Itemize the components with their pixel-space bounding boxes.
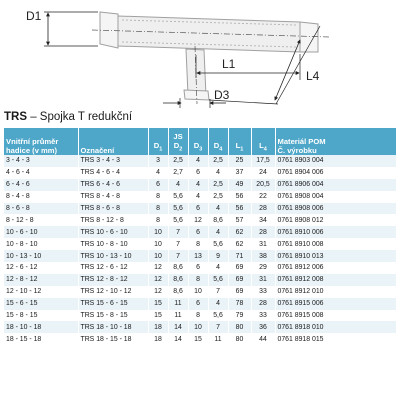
cell-designation: TRS 3 - 4 - 3 [78, 155, 148, 167]
cell-d3: 8 [188, 274, 208, 286]
cell-l4: 29 [251, 262, 275, 274]
table-body [4, 155, 396, 345]
header-hose-size: Vnitřní průměr hadice (v mm) [4, 128, 78, 155]
cell-d1: 10 [148, 250, 168, 262]
product-description: – Spojka T redukční [27, 111, 133, 123]
cell-l4: 34 [251, 214, 275, 226]
cell-designation: TRS 15 - 6 - 15 [78, 298, 148, 310]
t-connector-drawing [0, 0, 400, 108]
cell-article-number: 0761 8906 004 [275, 179, 396, 191]
cell-hose-size: 4 - 6 - 4 [4, 167, 78, 179]
table-row [4, 155, 396, 167]
cell-hose-size: 15 - 8 - 15 [4, 310, 78, 322]
cell-d2: 11 [168, 310, 188, 322]
cell-hose-size: 12 - 10 - 12 [4, 286, 78, 298]
cell-hose-size: 18 - 15 - 18 [4, 333, 78, 345]
cell-d2: 7 [168, 238, 188, 250]
cell-l4: 20,5 [251, 179, 275, 191]
cell-d1: 8 [148, 203, 168, 215]
cell-designation: TRS 18 - 10 - 18 [78, 321, 148, 333]
table-row [4, 321, 396, 333]
cell-d2: 14 [168, 333, 188, 345]
cell-hose-size: 10 - 13 - 10 [4, 250, 78, 262]
cell-d3: 6 [188, 203, 208, 215]
label-d3: D3 [214, 88, 230, 102]
cell-l1: 62 [228, 238, 251, 250]
cell-hose-size: 10 - 8 - 10 [4, 238, 78, 250]
cell-d1: 12 [148, 274, 168, 286]
header-designation: Označení [78, 128, 148, 155]
table-row [4, 310, 396, 322]
cell-d4: 2,5 [208, 155, 228, 167]
table-row [4, 203, 396, 215]
cell-designation: TRS 12 - 8 - 12 [78, 274, 148, 286]
cell-d2: 8,6 [168, 286, 188, 298]
header-js: JS [168, 128, 188, 141]
table-row [4, 238, 396, 250]
product-code: TRS [4, 111, 27, 123]
cell-l4: 22 [251, 191, 275, 203]
cell-l1: 69 [228, 286, 251, 298]
cell-l1: 79 [228, 310, 251, 322]
cell-l4: 28 [251, 203, 275, 215]
table-row [4, 167, 396, 179]
cell-d4: 5,6 [208, 310, 228, 322]
table-row [4, 262, 396, 274]
cell-article-number: 0761 8904 006 [275, 167, 396, 179]
specification-table [4, 128, 397, 345]
cell-article-number: 0761 8915 006 [275, 298, 396, 310]
cell-d2: 2,7 [168, 167, 188, 179]
cell-article-number: 0761 8903 004 [275, 155, 396, 167]
cell-d3: 6 [188, 226, 208, 238]
cell-hose-size: 15 - 6 - 15 [4, 298, 78, 310]
cell-l1: 56 [228, 203, 251, 215]
cell-article-number: 0761 8912 010 [275, 286, 396, 298]
cell-l1: 69 [228, 262, 251, 274]
cell-l4: 33 [251, 286, 275, 298]
cell-d4: 9 [208, 250, 228, 262]
table-row [4, 226, 396, 238]
table-row [4, 214, 396, 226]
cell-l1: 80 [228, 333, 251, 345]
table-row [4, 191, 396, 203]
cell-l4: 17,5 [251, 155, 275, 167]
cell-l4: 44 [251, 333, 275, 345]
cell-l1: 71 [228, 250, 251, 262]
cell-article-number: 0761 8912 006 [275, 262, 396, 274]
cell-d2: 11 [168, 298, 188, 310]
table-row [4, 250, 396, 262]
cell-l1: 80 [228, 321, 251, 333]
cell-designation: TRS 12 - 6 - 12 [78, 262, 148, 274]
cell-d1: 18 [148, 333, 168, 345]
cell-hose-size: 3 - 4 - 3 [4, 155, 78, 167]
table-row [4, 286, 396, 298]
cell-d4: 7 [208, 321, 228, 333]
cell-hose-size: 8 - 12 - 8 [4, 214, 78, 226]
cell-article-number: 0761 8915 008 [275, 310, 396, 322]
header-d1: $D_1$ [148, 141, 168, 155]
cell-l4: 24 [251, 167, 275, 179]
cell-l4: 31 [251, 238, 275, 250]
header-l1: $L_1$ [228, 141, 251, 155]
cell-article-number: 0761 8912 008 [275, 274, 396, 286]
header-l4: $L_4$ [251, 141, 275, 155]
cell-l1: 56 [228, 191, 251, 203]
cell-hose-size: 8 - 6 - 8 [4, 203, 78, 215]
cell-d2: 7 [168, 226, 188, 238]
cell-designation: TRS 10 - 6 - 10 [78, 226, 148, 238]
cell-d4: 11 [208, 333, 228, 345]
cell-d2: 7 [168, 250, 188, 262]
cell-d1: 6 [148, 179, 168, 191]
cell-l4: 36 [251, 321, 275, 333]
cell-article-number: 0761 8908 012 [275, 214, 396, 226]
cell-l4: 38 [251, 250, 275, 262]
cell-d2: 8,6 [168, 262, 188, 274]
cell-d1: 3 [148, 155, 168, 167]
header-material: Materiál POM Č. výrobku [275, 128, 396, 155]
cell-d4: 5,6 [208, 238, 228, 250]
cell-l4: 33 [251, 310, 275, 322]
cell-designation: TRS 15 - 8 - 15 [78, 310, 148, 322]
cell-d2: 2,5 [168, 155, 188, 167]
cell-hose-size: 18 - 10 - 18 [4, 321, 78, 333]
cell-d1: 12 [148, 286, 168, 298]
cell-l4: 28 [251, 298, 275, 310]
cell-d1: 8 [148, 191, 168, 203]
cell-designation: TRS 6 - 4 - 6 [78, 179, 148, 191]
cell-d3: 6 [188, 167, 208, 179]
cell-d1: 15 [148, 298, 168, 310]
cell-d4: 4 [208, 167, 228, 179]
cell-d1: 18 [148, 321, 168, 333]
cell-d2: 4 [168, 179, 188, 191]
table-row [4, 274, 396, 286]
cell-article-number: 0761 8908 004 [275, 191, 396, 203]
cell-d3: 8 [188, 238, 208, 250]
cell-d4: 4 [208, 203, 228, 215]
cell-d2: 5,6 [168, 214, 188, 226]
cell-designation: TRS 8 - 6 - 8 [78, 203, 148, 215]
cell-article-number: 0761 8910 006 [275, 226, 396, 238]
connector-body [92, 12, 330, 52]
product-heading [4, 111, 132, 123]
cell-hose-size: 12 - 6 - 12 [4, 262, 78, 274]
header-d2: $D_2$ [168, 141, 188, 155]
dimension-d1 [26, 9, 98, 46]
cell-article-number: 0761 8908 006 [275, 203, 396, 215]
cell-d3: 6 [188, 298, 208, 310]
cell-article-number: 0761 8918 015 [275, 333, 396, 345]
cell-d2: 14 [168, 321, 188, 333]
header-d4: $D_4$ [208, 141, 228, 155]
cell-designation: TRS 10 - 8 - 10 [78, 238, 148, 250]
cell-d3: 13 [188, 250, 208, 262]
cell-d1: 4 [148, 167, 168, 179]
dimension-l1 [196, 54, 300, 80]
cell-d4: 5,6 [208, 274, 228, 286]
cell-hose-size: 8 - 4 - 8 [4, 191, 78, 203]
cell-designation: TRS 18 - 15 - 18 [78, 333, 148, 345]
table-row [4, 179, 396, 191]
cell-d4: 4 [208, 262, 228, 274]
cell-d3: 6 [188, 262, 208, 274]
cell-l4: 31 [251, 274, 275, 286]
cell-d4: 8,6 [208, 214, 228, 226]
label-l1: L1 [222, 57, 236, 71]
cell-d1: 15 [148, 310, 168, 322]
cell-designation: TRS 12 - 10 - 12 [78, 286, 148, 298]
cell-d4: 2,5 [208, 191, 228, 203]
cell-article-number: 0761 8910 013 [275, 250, 396, 262]
table-row [4, 333, 396, 345]
cell-l1: 57 [228, 214, 251, 226]
cell-d3: 10 [188, 321, 208, 333]
cell-d3: 12 [188, 214, 208, 226]
cell-d4: 2,5 [208, 179, 228, 191]
cell-d2: 5,6 [168, 203, 188, 215]
cell-designation: TRS 8 - 4 - 8 [78, 191, 148, 203]
cell-d4: 7 [208, 286, 228, 298]
cell-l1: 78 [228, 298, 251, 310]
cell-d3: 15 [188, 333, 208, 345]
cell-l4: 28 [251, 226, 275, 238]
table-row [4, 298, 396, 310]
cell-d1: 10 [148, 226, 168, 238]
cell-article-number: 0761 8910 008 [275, 238, 396, 250]
label-l4: L4 [306, 69, 320, 83]
cell-d2: 5,6 [168, 191, 188, 203]
cell-l1: 25 [228, 155, 251, 167]
cell-designation: TRS 10 - 13 - 10 [78, 250, 148, 262]
cell-l1: 37 [228, 167, 251, 179]
cell-article-number: 0761 8918 010 [275, 321, 396, 333]
cell-d2: 8,6 [168, 274, 188, 286]
cell-l1: 49 [228, 179, 251, 191]
cell-hose-size: 12 - 8 - 12 [4, 274, 78, 286]
cell-hose-size: 6 - 4 - 6 [4, 179, 78, 191]
label-d1: D1 [26, 9, 42, 23]
cell-d1: 8 [148, 214, 168, 226]
cell-designation: TRS 4 - 6 - 4 [78, 167, 148, 179]
cell-d3: 10 [188, 286, 208, 298]
header-d3: $D_3$ [188, 141, 208, 155]
cell-d4: 4 [208, 226, 228, 238]
connector-branch [184, 46, 209, 104]
cell-d3: 4 [188, 155, 208, 167]
cell-d4: 4 [208, 298, 228, 310]
cell-d1: 10 [148, 238, 168, 250]
cell-d3: 8 [188, 310, 208, 322]
cell-d1: 12 [148, 262, 168, 274]
cell-d3: 4 [188, 179, 208, 191]
cell-hose-size: 10 - 6 - 10 [4, 226, 78, 238]
cell-d3: 4 [188, 191, 208, 203]
cell-l1: 62 [228, 226, 251, 238]
cell-designation: TRS 8 - 12 - 8 [78, 214, 148, 226]
cell-l1: 69 [228, 274, 251, 286]
